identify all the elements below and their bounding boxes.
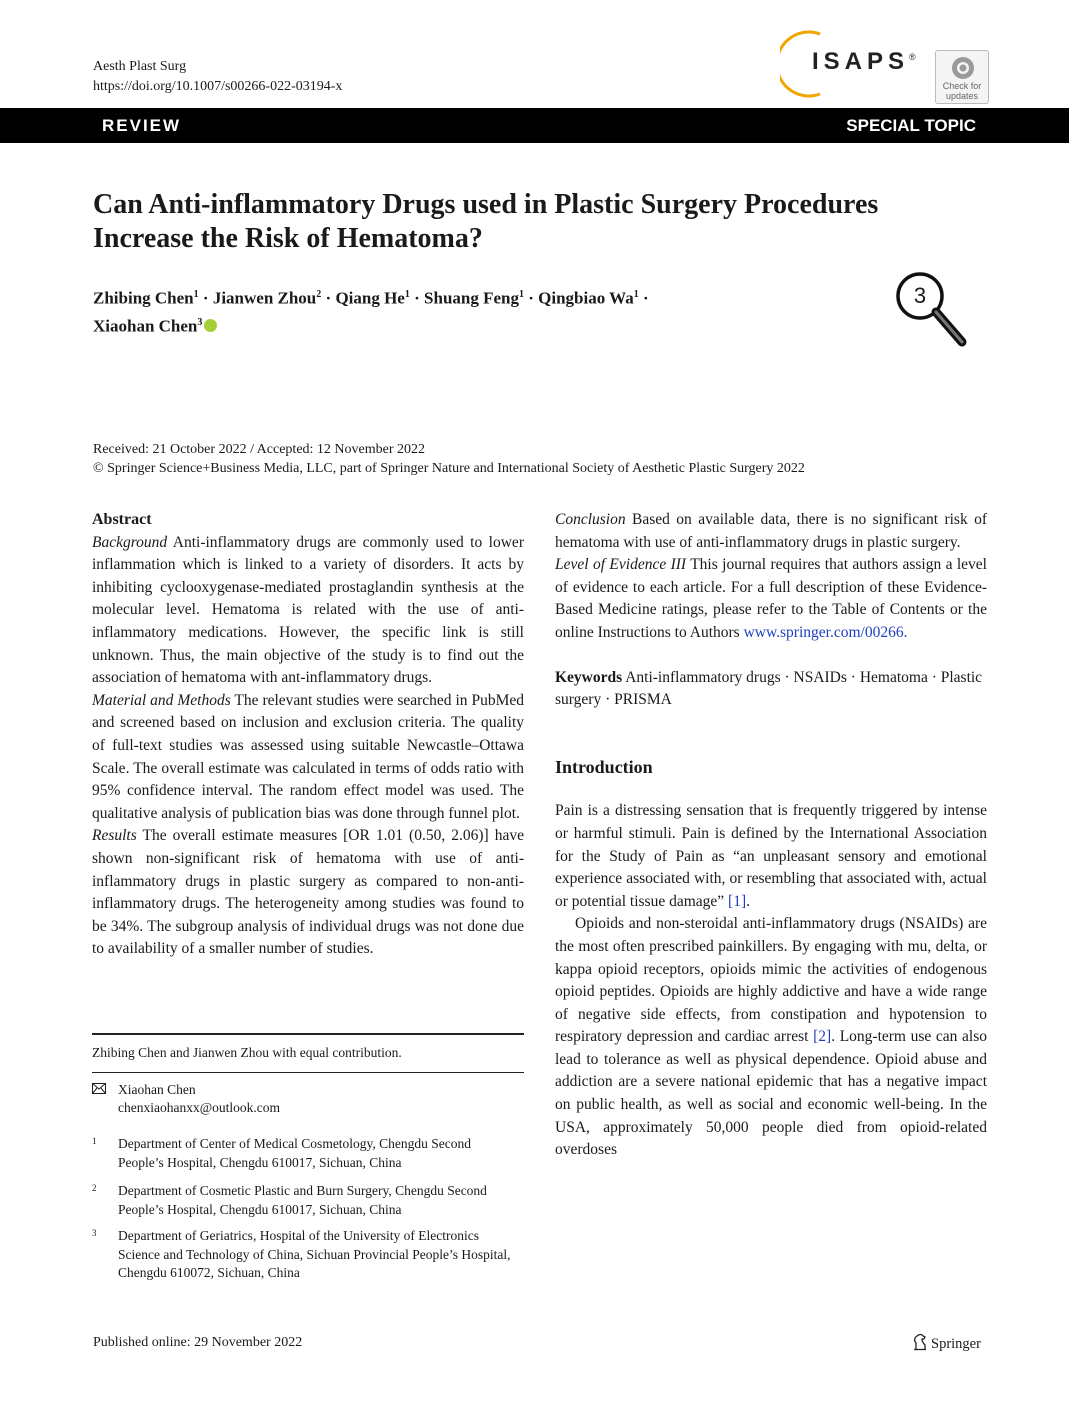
abstract-level: [555, 554, 987, 644]
springer-brand: [912, 1333, 981, 1353]
orcid-icon[interactable]: [204, 319, 217, 332]
author-affiliation-sup: 1: [193, 289, 199, 300]
contact-email[interactable]: chenxiaohanxx@outlook.com: [118, 1100, 281, 1115]
affiliation-number: 3: [92, 1228, 97, 1238]
journal-name: Aesth Plast Surg: [93, 59, 187, 74]
author-name[interactable]: Shuang Feng: [424, 288, 519, 308]
copyright: © Springer Science+Business Media, LLC, part of Springer Nature and International Society of Aesthetic Plastic Surgery 2022: [93, 461, 805, 476]
author-separator: ·: [321, 288, 336, 308]
intro-paragraph-1: Pain is a distressing sensation that is frequently triggered by intense or harmful stimuli. Pain is defined by the International Association for the Study of Pain as “an unpleasant sensory and emotional experience associated with, or resembling that associated with, actual or potential tissue damage” [1].: [555, 802, 987, 910]
author-name[interactable]: Qingbiao Wa: [538, 288, 634, 308]
results-label: Results: [92, 827, 137, 845]
author-separator: ·: [523, 288, 539, 308]
level-label: Level of Evidence III: [555, 556, 687, 574]
title-line-2: Increase the Risk of Hematoma?: [93, 223, 483, 254]
publication-dates: [93, 440, 805, 478]
citation-1[interactable]: [1]: [728, 892, 747, 910]
author-affiliation-sup: 1: [404, 289, 410, 300]
banner-special-topic: SPECIAL TOPIC: [846, 116, 976, 135]
author-separator: ·: [409, 288, 425, 308]
author-list: [93, 283, 773, 338]
author-affiliation-sup: 2: [316, 289, 322, 300]
keywords: [555, 667, 987, 712]
intro-paragraph-2: Opioids and non-steroidal anti-inflammatory drugs (NSAIDs) are the most often prescribed painkillers. By engaging with mu, delta, or kappa opioid receptors, opioids mimic the activities of endogenous opioid peptides. Opioids are highly addictive and have a wide range of negative side effects, from constipation and hypotension to respiratory depression and cardiac arrest [2]. Long-term use can also lead to tolerance as well as physical dependence. Opioid abuse and addiction are a severe national epidemic that has a negative impact on public health, as well as social and economic well-being. In the USA, approximately 50,000 people died from opioid-related overdoses: [555, 915, 987, 1159]
isaps-logo: ISAPS®: [812, 48, 916, 75]
affiliation-text: Department of Center of Medical Cosmetology, Chengdu Second People’s Hospital, Chengdu 610017, Sichuan, China: [118, 1136, 472, 1170]
author-name[interactable]: Zhibing Chen: [93, 288, 194, 308]
author-name[interactable]: Qiang He: [335, 288, 405, 308]
introduction-heading: Introduction: [555, 756, 653, 777]
springer-label: Springer: [931, 1336, 981, 1352]
contact-name: Xiaohan Chen: [118, 1082, 196, 1097]
author-name[interactable]: Xiaohan Chen: [93, 316, 198, 336]
abstract-heading: Abstract: [92, 511, 152, 528]
author-affiliation-sup: 1: [518, 289, 524, 300]
affiliation-number: 1: [92, 1136, 97, 1146]
keywords-text: Anti-inflammatory drugs · NSAIDs · Hematoma · Plastic surgery · PRISMA: [555, 668, 983, 709]
banner-review: REVIEW: [102, 116, 182, 135]
background-text: Anti-inflammatory drugs are commonly used to lower inflammation which is linked to a variety of disorders. It acts by inhibiting cyclooxygenase-mediated prostaglandin synthesis at the molecular level. Hematoma is related with the use of anti-inflammatory medications. However, the specific link is still unknown. Thus, the main objective of the study is to find out the association of hematoma with ant-inflammatory drugs.: [92, 533, 524, 687]
right-column: [555, 509, 987, 1162]
journal-header: [93, 57, 342, 97]
author-separator: ·: [638, 288, 649, 308]
springer-horse-icon: [912, 1333, 928, 1351]
author-affiliation-sup: 3: [197, 316, 203, 328]
conclusion-text: Based on available data, there is no significant risk of hematoma with use of anti-inflammatory drugs in plastic surgery.: [555, 511, 988, 551]
published-online: Published online: 29 November 2022: [93, 1335, 303, 1350]
level-text: This journal requires that authors assign a level of evidence to each article. For a full description of these Evidence-Based Medicine ratings, please refer to the Table of Contents or the online Instructions to Authors: [555, 556, 987, 641]
title-line-1: Can Anti-inflammatory Drugs used in Plastic Surgery Procedures: [93, 189, 879, 220]
abstract-methods: [92, 690, 524, 826]
results-text: The overall estimate measures [OR 1.01 (0.50, 2.06)] have shown non-significant risk of hematoma with use of anti-inflammatory drugs in plastic surgery as compared to non-anti-inflammatory drugs. The heterogeneity among studies was found to be 34%. The subgroup analysis of individual drugs was not done due to availability of a smaller number of studies.: [92, 827, 524, 958]
check-updates-label: Check for updates: [942, 81, 982, 101]
springer-link[interactable]: www.springer.com/00266.: [743, 623, 908, 641]
affiliation-text: Department of Geriatrics, Hospital of the University of Electronics Science and Technology of China, Sichuan Provincial People’s Hospital, Chengdu 610072, Sichuan, China: [118, 1228, 511, 1280]
keywords-label: Keywords: [555, 668, 623, 686]
abstract-column: [92, 509, 524, 961]
author-affiliation-sup: 1: [633, 289, 639, 300]
citation-2[interactable]: [2]: [813, 1028, 832, 1046]
background-label: Background: [92, 533, 168, 551]
methods-label: Material and Methods: [92, 691, 231, 709]
author-name[interactable]: Jianwen Zhou: [212, 288, 317, 308]
conclusion-label: Conclusion: [555, 511, 626, 528]
abstract-results: [92, 825, 524, 961]
affiliation-number: 2: [92, 1183, 97, 1193]
check-updates-icon: [950, 55, 976, 81]
check-for-updates-button[interactable]: [935, 50, 989, 104]
equal-contribution-note: Zhibing Chen and Jianwen Zhou with equal contribution.: [92, 1045, 402, 1060]
received-accepted: Received: 21 October 2022 / Accepted: 12 November 2022: [93, 442, 426, 457]
affiliation-text: Department of Cosmetic Plastic and Burn Surgery, Chengdu Second People’s Hospital, Chengdu 610017, Sichuan, China: [118, 1183, 487, 1217]
envelope-icon: [92, 1083, 106, 1094]
methods-text: The relevant studies were searched in PubMed and screened based on inclusion and exclusion criteria. The quality of full-text studies was assessed using suitable Newcastle–Ottawa Scale. The overall estimate was calculated in terms of odds ratio with 95% confidence interval. The random effect model was used. The qualitative analysis of publication bias was done through funnel plot.: [92, 691, 524, 822]
abstract-conclusion: [555, 509, 987, 554]
magnifier-number: 3: [913, 283, 927, 308]
abstract-background: [92, 532, 524, 690]
footnote-divider: [92, 1033, 524, 1035]
article-title: [93, 188, 953, 256]
doi-link[interactable]: https://doi.org/10.1007/s00266-022-03194-x: [93, 79, 343, 94]
author-separator: ·: [198, 288, 213, 308]
footnote-divider: [92, 1072, 524, 1073]
article-type-banner: [0, 108, 1069, 143]
